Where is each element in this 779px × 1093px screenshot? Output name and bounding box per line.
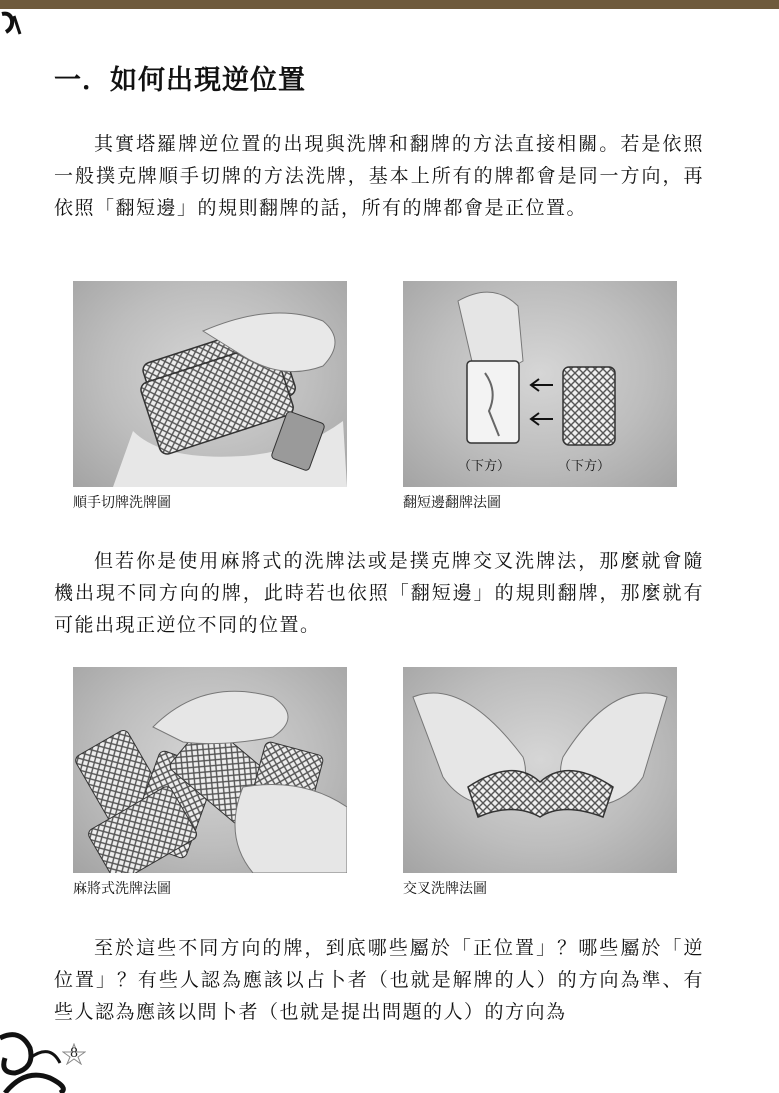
corner-ornament-icon <box>0 4 26 38</box>
figure-caption-4: 交叉洗牌法圖 <box>403 881 487 897</box>
figure-caption-2: 翻短邊翻牌法圖 <box>403 495 501 511</box>
page-number: 8 <box>69 1046 79 1061</box>
label-bottom-left: （下方） <box>458 459 511 474</box>
paragraph-3: 至於這些不同方向的牌，到底哪些屬於「正位置」？哪些屬於「逆位置」？有些人認為應該以占卜者（也就是解牌的人）的方向為準、有些人認為應該以問卜者（也就是提出問題的人）的方向為 <box>54 937 704 1023</box>
photo-overhand-shuffle <box>73 281 347 487</box>
photo-short-edge-flip <box>403 281 677 487</box>
figure-caption-3: 麻將式洗牌法圖 <box>73 881 171 897</box>
paragraph-1: 其實塔羅牌逆位置的出現與洗牌和翻牌的方法直接相關。若是依照一般撲克牌順手切牌的方法洗牌，基本上所有的牌都會是同一方向，再依照「翻短邊」的規則翻牌的話，所有的牌都會是正位置。 <box>54 133 704 219</box>
label-bottom-right: （下方） <box>558 459 611 474</box>
figure-caption-1: 順手切牌洗牌圖 <box>73 495 171 511</box>
paragraph-2: 但若你是使用麻將式的洗牌法或是撲克牌交叉洗牌法，那麼就會隨機出現不同方向的牌，此時若也依照「翻短邊」的規則翻牌，那麼就有可能出現正逆位不同的位置。 <box>54 550 704 636</box>
photo-riffle-shuffle <box>403 667 677 873</box>
top-border-bar <box>0 0 779 9</box>
section-heading: 一．如何出現逆位置 <box>54 65 306 96</box>
photo-mahjong-shuffle <box>73 667 347 873</box>
